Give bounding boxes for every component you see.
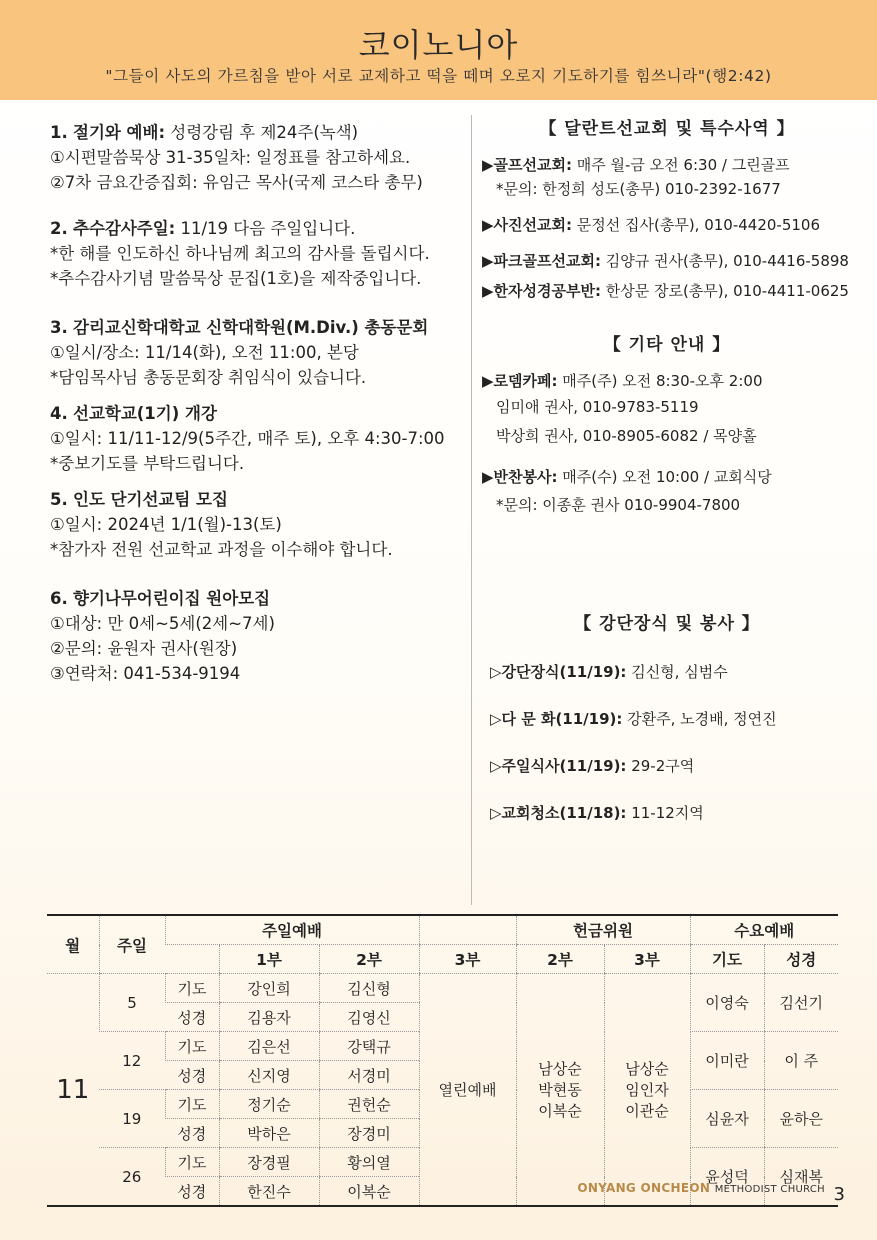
wed-prayer-cell: 이미란 <box>690 1032 764 1090</box>
week-cell: 19 <box>99 1090 165 1148</box>
mission-section <box>482 117 852 303</box>
person-cell: 강택규 <box>319 1032 419 1061</box>
page-number: 3 <box>833 1184 845 1205</box>
person-cell: 황의열 <box>319 1148 419 1177</box>
wed-prayer-cell: 이영숙 <box>690 974 764 1032</box>
header-banner <box>0 0 877 100</box>
hanja-text: 한상문 장로(총무), 010-4411-0625 <box>600 282 849 300</box>
hanja-label: ▶한자성경공부반: <box>482 282 601 300</box>
notice-2-num: 2. <box>50 219 68 238</box>
notice-5 <box>50 487 460 562</box>
church-cleaning-text: 11-12지역 <box>626 804 704 822</box>
church-brand <box>577 1181 825 1195</box>
offering-3bu-cell <box>604 974 690 1207</box>
sunday-meal-text: 29-2구역 <box>626 757 695 775</box>
notice-2-line-1: *한 해를 인도하신 하나님께 최고의 감사를 돌립시다. <box>50 244 430 263</box>
mission-title: 【 달란트선교회 및 특수사역 】 <box>539 119 795 139</box>
offering-2bu-name: 이복순 <box>538 1102 582 1120</box>
person-cell: 강인희 <box>219 974 319 1003</box>
role-cell: 기도 <box>165 1090 219 1119</box>
notice-1-title: 절기와 예배: <box>73 123 166 142</box>
wed-prayer-cell: 윤성덕 <box>690 1148 764 1207</box>
notice-5-num: 5. <box>50 490 68 509</box>
role-cell: 성경 <box>165 1177 219 1207</box>
header-3bu: 3부 <box>419 945 516 974</box>
table-row <box>47 974 838 1003</box>
notice-5-line-1: ①일시: 2024년 1/1(월)-13(토) <box>50 515 282 534</box>
golf-label: ▶골프선교회: <box>482 156 572 174</box>
side-dish-contact: *문의: 이종훈 권사 010-9904-7800 <box>496 496 741 514</box>
notice-3-num: 3. <box>50 318 68 337</box>
role-cell: 기도 <box>165 974 219 1003</box>
person-cell: 정기순 <box>219 1090 319 1119</box>
header-offering-2bu: 2부 <box>516 945 604 974</box>
notice-6-line-3: ③연락처: 041-534-9194 <box>50 664 241 683</box>
person-cell: 장경미 <box>319 1119 419 1148</box>
golf-text: 매주 월-금 오전 6:30 / 그린골프 <box>572 156 790 174</box>
notice-5-line-2: *참가자 전원 선교학교 과정을 이수해야 합니다. <box>50 540 393 559</box>
month-cell: 11 <box>47 974 99 1207</box>
wed-scripture-cell: 심재복 <box>764 1148 838 1207</box>
person-cell: 김영신 <box>319 1003 419 1032</box>
person-cell: 서경미 <box>319 1061 419 1090</box>
week-cell: 5 <box>99 974 165 1032</box>
wed-prayer-cell: 심윤자 <box>690 1090 764 1148</box>
wed-scripture-cell: 이 주 <box>764 1032 838 1090</box>
header-sunday-service: 주일예배 <box>165 915 419 945</box>
offering-3bu-name: 이관순 <box>625 1102 669 1120</box>
header-week: 주일 <box>99 915 165 974</box>
header-1bu: 1부 <box>219 945 319 974</box>
role-cell: 기도 <box>165 1032 219 1061</box>
notice-6 <box>50 586 460 686</box>
header-scripture: 성경 <box>764 945 838 974</box>
role-cell: 성경 <box>165 1003 219 1032</box>
notice-5-title: 인도 단기선교팀 모집 <box>73 490 228 509</box>
header-2bu: 2부 <box>319 945 419 974</box>
header-month: 월 <box>47 915 99 974</box>
notice-6-line-1: ①대상: 만 0세~5세(2세~7세) <box>50 614 275 633</box>
notice-1-line-2: ②7차 금요간증집회: 유임근 목사(국제 코스타 총무) <box>50 173 423 192</box>
church-cleaning-label: ▷교회청소(11/18): <box>490 804 627 822</box>
service-schedule-table <box>47 914 838 1207</box>
notice-2-line-2: *추수감사기념 말씀묵상 문집(1호)을 제작중입니다. <box>50 269 422 288</box>
week-cell: 26 <box>99 1148 165 1207</box>
golf-contact: *문의: 한정희 성도(총무) 010-2392-1677 <box>496 180 781 198</box>
header-empty <box>419 915 516 945</box>
person-cell: 한진수 <box>219 1177 319 1207</box>
offering-2bu-name: 박현동 <box>538 1081 582 1099</box>
offering-2bu-cell <box>516 974 604 1207</box>
notice-4-title: 선교학교(1기) 개강 <box>73 404 217 423</box>
notice-3-line-2: *담임목사님 총동문회장 취임식이 있습니다. <box>50 368 367 387</box>
notice-4-num: 4. <box>50 404 68 423</box>
offering-3bu-name: 임인자 <box>625 1081 669 1099</box>
role-cell: 성경 <box>165 1061 219 1090</box>
cafe-label: ▶로뎀카페: <box>482 372 558 390</box>
cafe-contact-1: 임미애 권사, 010-9783-5119 <box>496 398 699 416</box>
notice-2-title-text: 11/19 다음 주일입니다. <box>175 219 356 238</box>
etc-section <box>482 333 852 521</box>
person-cell: 김용자 <box>219 1003 319 1032</box>
header-offering: 헌금위원 <box>516 915 690 945</box>
role-cell: 성경 <box>165 1119 219 1148</box>
side-dish-label: ▶반찬봉사: <box>482 468 558 486</box>
etc-title: 【 기타 안내 】 <box>603 335 731 355</box>
column-divider <box>471 115 472 905</box>
page-title: 코이노니아 <box>358 26 519 64</box>
person-cell: 장경필 <box>219 1148 319 1177</box>
wed-scripture-cell: 김선기 <box>764 974 838 1032</box>
notice-4-line-2: *중보기도를 부탁드립니다. <box>50 454 245 473</box>
person-cell: 권헌순 <box>319 1090 419 1119</box>
role-cell: 기도 <box>165 1148 219 1177</box>
wed-scripture-cell: 윤하은 <box>764 1090 838 1148</box>
notice-2-title: 추수감사주일: <box>73 219 176 238</box>
header-role-empty <box>165 945 219 974</box>
photo-text: 문정선 집사(총무), 010-4420-5106 <box>572 216 821 234</box>
notice-3-line-1: ①일시/장소: 11/14(화), 오전 11:00, 본당 <box>50 343 359 362</box>
notice-2 <box>50 216 460 291</box>
header-prayer: 기도 <box>690 945 764 974</box>
person-cell: 김신형 <box>319 974 419 1003</box>
notice-3 <box>50 315 460 390</box>
person-cell: 신지영 <box>219 1061 319 1090</box>
notice-6-line-2: ②문의: 윤원자 권사(원장) <box>50 639 238 658</box>
notice-4-line-1: ①일시: 11/11-12/9(5주간, 매주 토), 오후 4:30-7:00 <box>50 429 445 448</box>
altar-section <box>482 612 852 825</box>
multicultural-text: 강환주, 노경배, 정연진 <box>622 710 777 728</box>
header-offering-3bu: 3부 <box>604 945 690 974</box>
church-brand-sub: METHODIST CHURCH <box>714 1184 825 1195</box>
altar-decor-label: ▷강단장식(11/19): <box>490 663 627 681</box>
sunday-meal-label: ▷주일식사(11/19): <box>490 757 627 775</box>
photo-label: ▶사진선교회: <box>482 216 572 234</box>
parkgolf-text: 김양규 권사(총무), 010-4416-5898 <box>600 252 849 270</box>
offering-2bu-name: 남상순 <box>538 1060 582 1078</box>
third-service-cell: 열린예배 <box>419 974 516 1207</box>
multicultural-label: ▷다 문 화(11/19): <box>490 710 623 728</box>
person-cell: 박하은 <box>219 1119 319 1148</box>
notice-4 <box>50 401 460 476</box>
notice-6-title: 향기나무어린이집 원아모집 <box>73 589 271 608</box>
notice-1-num: 1. <box>50 123 68 142</box>
offering-3bu-name: 남상순 <box>625 1060 669 1078</box>
person-cell: 이복순 <box>319 1177 419 1207</box>
cafe-text: 매주(주) 오전 8:30-오후 2:00 <box>557 372 763 390</box>
parkgolf-label: ▶파크골프선교회: <box>482 252 601 270</box>
notice-6-num: 6. <box>50 589 68 608</box>
header-wednesday-service: 수요예배 <box>690 915 838 945</box>
notice-1-line-1: ①시편말씀묵상 31-35일차: 일정표를 참고하세요. <box>50 148 411 167</box>
side-dish-text: 매주(수) 오전 10:00 / 교회식당 <box>557 468 772 486</box>
altar-decor-text: 김신형, 심범수 <box>626 663 728 681</box>
cafe-contact-2: 박상희 권사, 010-8905-6082 / 목양홀 <box>496 427 757 445</box>
bible-verse: "그들이 사도의 가르침을 받아 서로 교제하고 떡을 떼며 오로지 기도하기를 힘쓰니라"(행2:42) <box>105 67 772 85</box>
church-brand-name: ONYANG ONCHEON <box>577 1181 711 1195</box>
altar-title: 【 강단장식 및 봉사 】 <box>574 614 760 634</box>
notice-1 <box>50 120 460 195</box>
notice-1-title-text: 성령강림 후 제24주(녹색) <box>165 123 359 142</box>
notice-3-title: 감리교신학대학교 신학대학원(M.Div.) 총동문회 <box>73 318 429 337</box>
week-cell: 12 <box>99 1032 165 1090</box>
person-cell: 김은선 <box>219 1032 319 1061</box>
